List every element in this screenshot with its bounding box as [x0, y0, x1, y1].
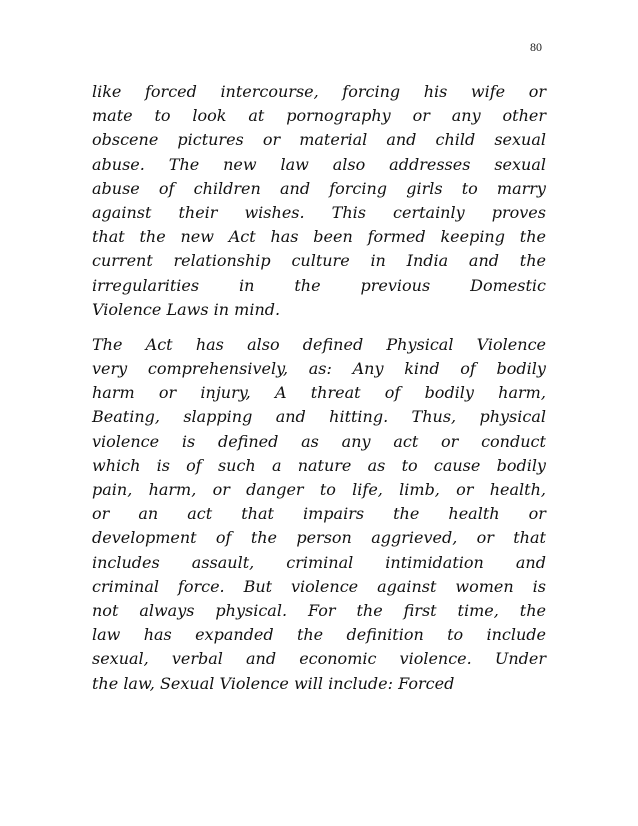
word: harm, — [498, 383, 546, 403]
word: hitting. — [329, 407, 389, 427]
text-line — [92, 201, 546, 225]
text-line — [92, 357, 546, 381]
word: at — [248, 106, 265, 126]
word: law — [92, 625, 121, 645]
word: criminal — [92, 576, 159, 596]
word: Domestic — [470, 275, 546, 295]
word: his — [423, 82, 448, 101]
word: impairs — [303, 504, 365, 524]
word: Laws — [166, 299, 209, 319]
word: person — [296, 528, 352, 548]
word: threat — [310, 383, 361, 403]
word: the — [393, 504, 420, 524]
word: abuse. — [92, 154, 145, 174]
word: of — [384, 383, 401, 403]
word: as: — [308, 359, 332, 379]
word: also — [247, 334, 280, 354]
word: certainly — [393, 202, 465, 222]
text-line — [92, 80, 546, 104]
word: violence — [291, 576, 359, 596]
word: is — [181, 431, 196, 451]
word: assault, — [191, 552, 255, 572]
text-line — [92, 333, 546, 357]
word: Any — [352, 359, 384, 379]
word: harm, — [148, 480, 197, 499]
text-line — [92, 405, 546, 429]
word: other — [502, 106, 546, 126]
word: nature — [297, 455, 352, 475]
word: expanded — [195, 625, 274, 645]
word: mate — [92, 106, 133, 126]
word: the — [296, 625, 324, 645]
word: limb, — [399, 480, 440, 499]
word: conduct — [481, 431, 546, 451]
word: like — [92, 82, 122, 101]
word: physical. — [215, 600, 288, 620]
word: to — [401, 455, 418, 475]
text-line — [92, 599, 546, 623]
word: violence. — [399, 649, 472, 669]
word: Beating, — [92, 407, 160, 427]
word: any — [451, 106, 481, 126]
word: kind — [404, 359, 440, 379]
word: sexual, — [92, 649, 149, 669]
text-line — [92, 298, 546, 322]
word: an — [138, 504, 159, 524]
word: is — [532, 576, 546, 596]
word: child — [435, 130, 476, 150]
text-line — [92, 575, 546, 599]
word: economic — [299, 649, 377, 669]
word: Violence — [476, 334, 546, 354]
word: life, — [352, 480, 383, 499]
text-line — [92, 225, 546, 249]
word: to — [154, 106, 171, 126]
word: the — [250, 528, 278, 548]
word: to — [447, 625, 464, 645]
body-text — [92, 80, 546, 696]
word: harm — [92, 383, 135, 403]
text-line — [92, 551, 546, 575]
text-line — [92, 381, 546, 405]
word: as — [301, 431, 319, 451]
word: in — [370, 251, 386, 271]
word: and — [468, 251, 500, 271]
word: the — [139, 227, 166, 247]
word: in — [239, 275, 255, 295]
text-line — [92, 647, 546, 671]
word: Forced — [398, 673, 455, 693]
word: forcing — [329, 178, 388, 198]
text-line — [92, 672, 546, 696]
word: will — [293, 673, 323, 693]
word: or — [441, 431, 459, 451]
word: or — [262, 130, 281, 150]
word: bodily — [496, 359, 546, 379]
word: criminal — [286, 552, 354, 572]
word: or — [476, 528, 494, 548]
word: Physical — [386, 334, 454, 354]
word: current — [92, 251, 153, 271]
word: comprehensively, — [147, 359, 289, 379]
page-number: 80 — [530, 40, 542, 54]
word: injury, — [200, 383, 251, 403]
word: This — [331, 202, 366, 222]
word: act — [393, 431, 419, 451]
word: of — [186, 455, 202, 475]
word: mind. — [234, 299, 281, 319]
word: abuse — [92, 178, 140, 198]
word: pain, — [92, 480, 133, 499]
word: a — [271, 455, 282, 475]
word: addresses — [389, 154, 471, 174]
word: been — [313, 227, 353, 247]
word: intimidation — [385, 552, 484, 572]
word: Violence — [92, 299, 162, 319]
word: or — [412, 106, 430, 126]
word: sexual — [494, 154, 546, 174]
word: act — [187, 504, 213, 524]
word: relationship — [173, 251, 271, 271]
word: not — [92, 600, 119, 620]
word: The — [168, 154, 200, 174]
word: has — [270, 227, 299, 247]
word: The — [92, 334, 123, 354]
word: girls — [406, 178, 443, 198]
word: their — [178, 202, 218, 222]
word: new — [223, 154, 257, 174]
word: or — [158, 383, 177, 403]
word: aggrieved, — [371, 528, 458, 548]
word: force. — [177, 576, 225, 596]
text-line — [92, 430, 546, 454]
word: previous — [360, 275, 431, 295]
word: the — [92, 673, 119, 693]
word: law, — [123, 673, 155, 693]
word: and — [279, 178, 311, 198]
text-line — [92, 526, 546, 550]
word: look — [192, 106, 227, 126]
word: pictures — [177, 130, 244, 150]
word: and — [246, 649, 277, 669]
word: culture — [291, 251, 350, 271]
word: defined — [217, 431, 279, 451]
word: sexual — [494, 130, 546, 150]
word: health — [448, 504, 500, 524]
word: obscene — [92, 130, 159, 150]
word: slapping — [183, 407, 253, 427]
word: as — [367, 455, 386, 475]
word: wife — [470, 82, 506, 101]
word: forcing — [342, 82, 401, 101]
word: and — [386, 130, 417, 150]
word: Act — [145, 334, 173, 354]
word: law — [280, 154, 309, 174]
word: Sexual — [159, 673, 215, 693]
word: that — [92, 227, 125, 247]
paragraph — [92, 80, 546, 322]
word: formed — [367, 227, 426, 247]
word: danger — [246, 480, 304, 499]
word: any — [341, 431, 371, 451]
word: women — [455, 576, 514, 596]
word: cause — [433, 455, 481, 475]
text-line — [92, 177, 546, 201]
word: bodily — [496, 455, 546, 475]
word: time, — [457, 600, 499, 620]
word: against — [92, 202, 152, 222]
word: or — [92, 504, 110, 524]
word: or — [212, 480, 230, 499]
word: include: — [328, 673, 394, 693]
word: or — [528, 82, 546, 101]
word: material — [299, 130, 368, 150]
word: or — [456, 480, 474, 499]
word: Under — [494, 649, 546, 669]
word: first — [403, 600, 437, 620]
word: India — [406, 251, 449, 271]
word: definition — [346, 625, 424, 645]
word: has — [195, 334, 224, 354]
word: development — [92, 528, 197, 548]
word: in — [213, 299, 230, 319]
word: includes — [92, 552, 160, 572]
text-line — [92, 128, 546, 152]
word: that — [241, 504, 274, 524]
word: which — [92, 455, 141, 475]
word: Act — [228, 227, 256, 247]
word: against — [377, 576, 437, 596]
word: health, — [489, 480, 546, 499]
word: such — [217, 455, 256, 475]
word: intercourse, — [220, 82, 319, 101]
paragraph — [92, 333, 546, 696]
word: proves — [491, 202, 546, 222]
word: and — [275, 407, 306, 427]
word: defined — [302, 334, 364, 354]
word: to — [319, 480, 336, 499]
word: has — [143, 625, 172, 645]
word: Violence — [219, 673, 289, 693]
word: violence — [92, 431, 160, 451]
text-line — [92, 274, 546, 298]
word: always — [139, 600, 195, 620]
word: the — [294, 275, 321, 295]
text-line — [92, 249, 546, 273]
word: of — [460, 359, 476, 379]
word: the — [519, 600, 546, 620]
text-line — [92, 153, 546, 177]
word: also — [332, 154, 366, 174]
word: new — [180, 227, 214, 247]
text-line — [92, 623, 546, 647]
text-line — [92, 502, 546, 526]
word: very — [92, 359, 128, 379]
word: to — [461, 178, 478, 198]
word: is — [156, 455, 170, 475]
word: For — [308, 600, 336, 620]
word: wishes. — [244, 202, 305, 222]
word: keeping — [440, 227, 505, 247]
text-line — [92, 104, 546, 128]
word: that — [513, 528, 546, 548]
word: pornography — [286, 106, 391, 126]
word: bodily — [424, 383, 474, 403]
word: A — [274, 383, 287, 403]
word: verbal — [171, 649, 223, 669]
word: or — [528, 504, 546, 524]
word: Thus, — [411, 407, 457, 427]
word: and — [515, 552, 546, 572]
word: children — [193, 178, 261, 198]
word: of — [158, 178, 175, 198]
word: forced — [144, 82, 197, 101]
text-line — [92, 454, 546, 478]
word: marry — [496, 178, 546, 198]
word: the — [519, 251, 546, 271]
word: irregularities — [92, 275, 200, 295]
word: the — [519, 227, 546, 247]
text-line — [92, 478, 546, 502]
word: physical — [479, 407, 546, 427]
word: include — [486, 625, 546, 645]
word: But — [243, 576, 273, 596]
word: of — [215, 528, 232, 548]
word: the — [356, 600, 383, 620]
